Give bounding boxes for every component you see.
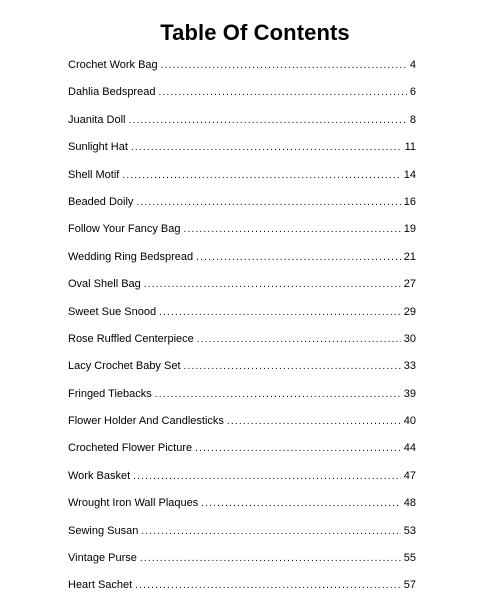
toc-entry-page: 44 <box>403 442 416 455</box>
toc-entry-title: Heart Sachet <box>68 579 133 592</box>
dot-leader <box>155 389 401 400</box>
toc-entry-page: 40 <box>403 415 416 428</box>
dot-leader <box>227 416 401 427</box>
toc-entry <box>68 59 416 86</box>
dot-leader <box>159 307 401 318</box>
toc-entry-page: 55 <box>403 552 416 565</box>
dot-leader <box>195 443 401 454</box>
toc-entry-page: 57 <box>403 579 416 592</box>
toc-entry-title: Sewing Susan <box>68 524 139 537</box>
toc-entry <box>68 196 416 223</box>
dot-leader <box>201 498 401 509</box>
table-of-contents <box>68 59 416 607</box>
toc-entry <box>68 169 416 196</box>
dot-leader <box>144 279 401 290</box>
toc-entry <box>68 333 416 360</box>
dot-leader <box>161 60 407 71</box>
toc-entry-page: 33 <box>403 360 416 373</box>
dot-leader <box>131 142 402 153</box>
toc-entry-page: 16 <box>403 195 416 208</box>
toc-entry-title: Crocheted Flower Picture <box>68 442 193 455</box>
toc-entry-page: 53 <box>403 524 416 537</box>
toc-entry <box>68 388 416 415</box>
toc-entry-title: Fringed Tiebacks <box>68 387 152 400</box>
dot-leader <box>133 471 401 482</box>
toc-entry-title: Crochet Work Bag <box>68 59 158 71</box>
toc-entry-title: Shell Motif <box>68 168 120 181</box>
toc-entry-page: 21 <box>403 250 416 263</box>
toc-entry <box>68 86 416 113</box>
dot-leader <box>122 170 400 181</box>
toc-entry-page: 8 <box>409 113 416 126</box>
toc-entry-page: 48 <box>403 497 416 510</box>
toc-entry-title: Follow Your Fancy Bag <box>68 223 181 236</box>
toc-entry <box>68 360 416 387</box>
dot-leader <box>197 334 401 345</box>
toc-entry-title: Rose Ruffled Centerpiece <box>68 332 194 345</box>
toc-entry-page: 19 <box>403 223 416 236</box>
dot-leader <box>196 252 401 263</box>
toc-entry-page: 39 <box>403 387 416 400</box>
toc-entry-title: Sunlight Hat <box>68 141 128 154</box>
dot-leader <box>184 361 401 372</box>
toc-entry-page: 4 <box>409 59 416 71</box>
toc-entry-title: Lacy Crochet Baby Set <box>68 360 181 373</box>
toc-entry-title: Beaded Doily <box>68 195 134 208</box>
toc-entry-page: 27 <box>403 278 416 291</box>
dot-leader <box>135 580 401 591</box>
toc-entry <box>68 223 416 250</box>
toc-entry-title: Dahlia Bedspread <box>68 86 156 99</box>
toc-entry <box>68 306 416 333</box>
toc-entry-title: Oval Shell Bag <box>68 278 141 291</box>
page-title: Table Of Contents <box>160 20 350 45</box>
toc-entry-page: 30 <box>403 332 416 345</box>
toc-entry <box>68 278 416 305</box>
toc-entry <box>68 442 416 469</box>
toc-entry-title: Vintage Purse <box>68 552 137 565</box>
toc-entry <box>68 415 416 442</box>
toc-entry-page: 14 <box>403 168 416 181</box>
dot-leader <box>140 553 401 564</box>
toc-entry-title: Wedding Ring Bedspread <box>68 250 194 263</box>
toc-entry <box>68 525 416 552</box>
toc-entry <box>68 141 416 168</box>
toc-entry-page: 47 <box>403 469 416 482</box>
toc-entry-title: Flower Holder And Candlesticks <box>68 415 224 428</box>
dot-leader <box>136 197 400 208</box>
toc-entry <box>68 497 416 524</box>
dot-leader <box>141 526 400 537</box>
toc-entry <box>68 579 416 606</box>
toc-entry <box>68 470 416 497</box>
toc-entry-page: 6 <box>409 86 416 99</box>
toc-entry <box>68 251 416 278</box>
toc-entry-title: Work Basket <box>68 469 131 482</box>
toc-entry-title: Juanita Doll <box>68 113 126 126</box>
toc-entry <box>68 552 416 579</box>
toc-entry-page: 11 <box>404 141 416 154</box>
toc-entry-page: 29 <box>403 305 416 318</box>
dot-leader <box>184 224 401 235</box>
dot-leader <box>158 87 406 98</box>
toc-entry-title: Wrought Iron Wall Plaques <box>68 497 199 510</box>
toc-entry <box>68 114 416 141</box>
dot-leader <box>128 115 406 126</box>
toc-entry-title: Sweet Sue Snood <box>68 305 157 318</box>
